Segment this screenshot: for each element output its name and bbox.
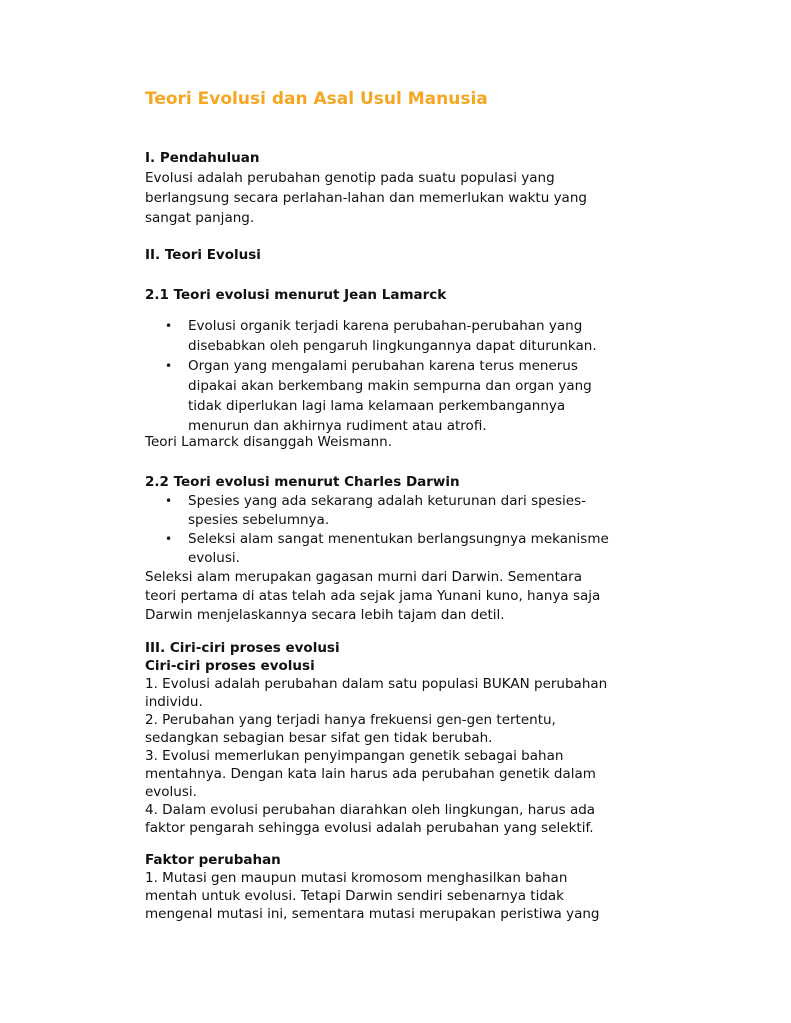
darwin-heading: 2.2 Teori evolusi menurut Charles Darwin [145, 474, 460, 490]
darwin-note-line: Seleksi alam merupakan gagasan murni dari Darwin. Sementara [145, 569, 582, 585]
ciri-line: individu. [145, 694, 203, 710]
intro-line: berlangsung secara perlahan-lahan dan memerlukan waktu yang [145, 190, 587, 206]
ciri-subheading: Ciri-ciri proses evolusi [145, 658, 315, 674]
list-item [165, 356, 665, 436]
intro-line: sangat panjang. [145, 210, 255, 226]
darwin-heading-block [145, 473, 665, 492]
darwin-paragraph [145, 568, 665, 625]
list-item [165, 316, 665, 356]
bullet-icon: • [165, 494, 173, 508]
bullet-icon: • [165, 319, 173, 333]
list-item-line: spesies sebelumnya. [188, 512, 330, 528]
lamarck-heading-block [145, 286, 665, 305]
lamarck-note: Teori Lamarck disanggah Weismann. [145, 434, 393, 450]
list-item [165, 530, 665, 568]
list-item-line: evolusi. [188, 550, 240, 566]
list-item-line: Evolusi organik terjadi karena perubahan-perubahan yang [188, 318, 583, 334]
darwin-note-line: teori pertama di atas telah ada sejak jama Yunani kuno, hanya saja [145, 588, 601, 604]
list-item-line: Organ yang mengalami perubahan karena terus menerus [188, 358, 578, 374]
faktor-heading: Faktor perubahan [145, 852, 281, 868]
list-item-line: menurun dan akhirnya rudiment atau atrofi. [188, 418, 487, 434]
darwin-bullet-list [165, 492, 665, 568]
darwin-note-line: Darwin menjelaskannya secara lebih tajam dan detil. [145, 607, 505, 623]
intro-paragraph [145, 168, 665, 228]
faktor-line: mengenal mutasi ini, sementara mutasi merupakan peristiwa yang [145, 906, 600, 922]
intro-heading: I. Pendahuluan [145, 150, 260, 166]
faktor-line: 1. Mutasi gen maupun mutasi kromosom menghasilkan bahan [145, 870, 568, 886]
intro-line: Evolusi adalah perubahan genotip pada suatu populasi yang [145, 170, 555, 186]
ciri-line: 1. Evolusi adalah perubahan dalam satu populasi BUKAN perubahan [145, 676, 608, 692]
intro-section [145, 149, 665, 168]
ciri-line: evolusi. [145, 784, 197, 800]
list-item-line: Spesies yang ada sekarang adalah keturunan dari spesies- [188, 493, 586, 509]
faktor-section [145, 851, 665, 923]
ciri-line: 3. Evolusi memerlukan penyimpangan genetik sebagai bahan [145, 748, 564, 764]
ciri-heading: III. Ciri-ciri proses evolusi [145, 640, 340, 656]
ciri-line: 2. Perubahan yang terjadi hanya frekuensi gen-gen tertentu, [145, 712, 556, 728]
ciri-line: mentahnya. Dengan kata lain harus ada perubahan genetik dalam [145, 766, 596, 782]
ciri-line: 4. Dalam evolusi perubahan diarahkan oleh lingkungan, harus ada [145, 802, 596, 818]
list-item-line: dipakai akan berkembang makin sempurna dan organ yang [188, 378, 592, 394]
ciri-line: sedangkan sebagian besar sifat gen tidak berubah. [145, 730, 493, 746]
ciri-section [145, 639, 665, 837]
list-item-line: tidak diperlukan lagi lama kelamaan perkembangannya [188, 398, 566, 414]
list-item-line: disebabkan oleh pengaruh lingkungannya dapat diturunkan. [188, 338, 597, 354]
theory-heading: II. Teori Evolusi [145, 247, 261, 263]
list-item [165, 492, 665, 530]
bullet-icon: • [165, 359, 173, 373]
bullet-icon: • [165, 532, 173, 546]
lamarck-note-block [145, 433, 665, 452]
theory-heading-block [145, 246, 665, 265]
list-item-line: Seleksi alam sangat menentukan berlangsungnya mekanisme [188, 531, 609, 547]
lamarck-bullet-list [165, 316, 665, 436]
faktor-line: mentah untuk evolusi. Tetapi Darwin sendiri sebenarnya tidak [145, 888, 564, 904]
lamarck-heading: 2.1 Teori evolusi menurut Jean Lamarck [145, 287, 447, 303]
document-title: Teori Evolusi dan Asal Usul Manusia [145, 89, 488, 109]
ciri-line: faktor pengarah sehingga evolusi adalah perubahan yang selektif. [145, 820, 594, 836]
